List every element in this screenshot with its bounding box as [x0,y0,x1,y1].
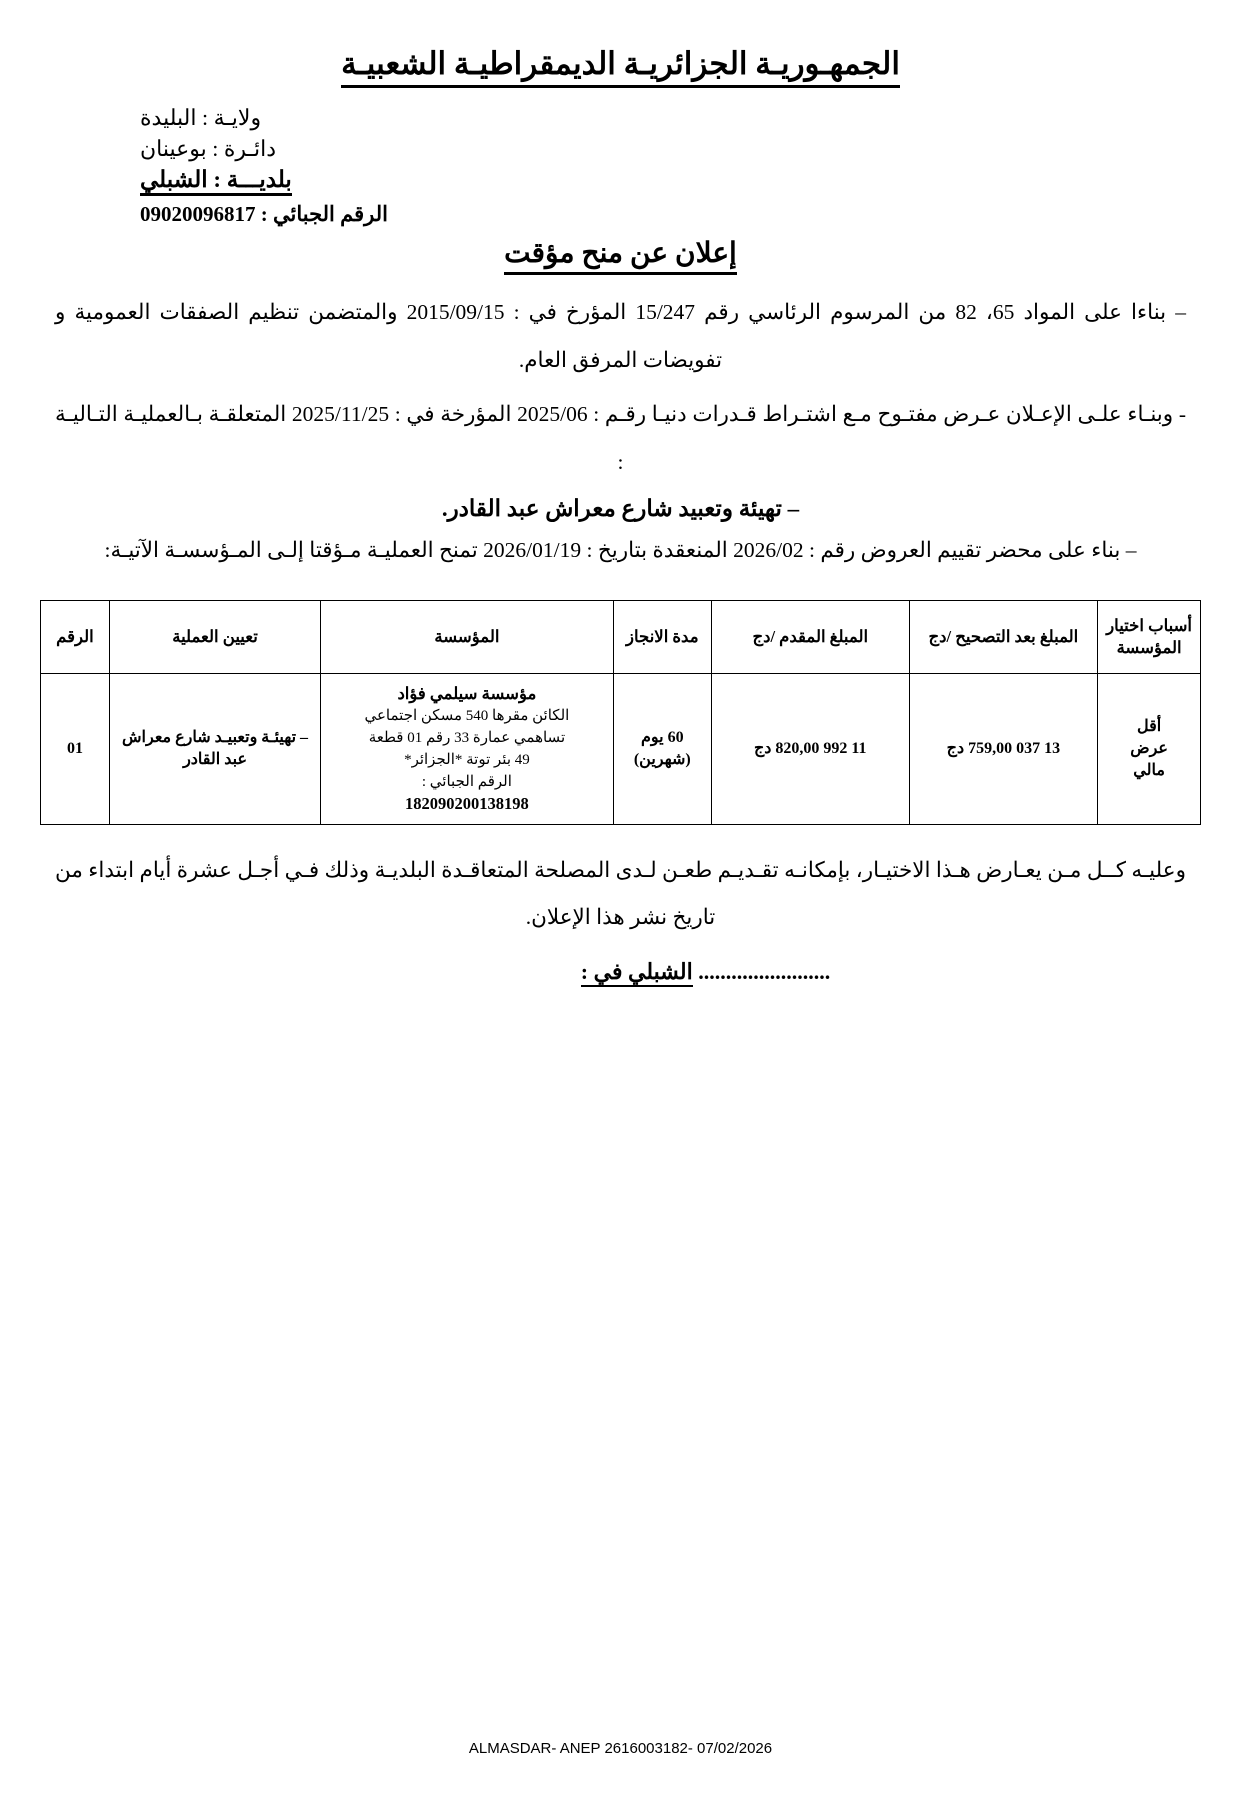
header-corrected-amount: المبلغ بعد التصحيح /دج [909,601,1098,674]
wilaya-line: ولايـة : البليدة [140,105,262,130]
baladia-text: بلديـــة : الشبلي [140,167,292,196]
header-advance-amount: المبلغ المقدم /دج [711,601,909,674]
fiscal-number-line: الرقم الجبائي : 09020096817 [140,202,388,226]
header-selection-reason: أسباب اختيار المؤسسة [1098,601,1201,674]
document-page [0,46,1241,1801]
body-content [55,288,1186,574]
appeal-paragraph: وعليـه كــل مـن يعـارض هـذا الاختيـار، بإمكانـه تقـديـم طعـن لـدى المصلحة المتعاقـدة البلديـة وذلك فـي أجـل عشرة أيام ابتداء من تاريخ نشر هذا الإعلان. [55,858,1186,929]
signature-line [55,959,1186,985]
project-title-line: – تهيئة وتعبيد شارع معراش عبد القادر. [441,496,800,521]
cell-operation: – تهيئـة وتعبيـد شارع معراش عبد القادر [109,674,320,825]
duration-line-2: (شهرين) [633,751,691,768]
firm-fiscal-number: 182090200138198 [405,794,529,813]
administrative-header [0,102,1241,230]
footer-reference: ALMASDAR- ANEP 2616003182- 07/02/2026 [468,1740,773,1757]
header-operation: تعيين العملية [109,601,320,674]
republic-title [0,46,1241,82]
header-duration: مدة الانجاز [613,601,711,674]
reason-line-1: أقل [1137,718,1162,735]
reason-line-3: مالي [1133,762,1165,779]
cell-selection-reason [1098,674,1201,825]
closing-content [55,847,1186,985]
cell-duration [613,674,711,825]
signature-label: الشبلي في : [581,959,693,987]
evaluation-report-paragraph: – بناء على محضر تقييم العروض رقم : 2026/02 المنعقدة بتاريخ : 2026/01/19 تمنح العمليـة مـؤقتا إلـى المـؤسسـة الآتيـة: [104,538,1137,562]
signature-dots: ........................ [698,959,831,984]
award-table-container [40,600,1201,825]
cell-firm [321,674,614,825]
announcement-title-text: إعلان عن منح مؤقت [504,238,737,275]
announcement-title [0,236,1241,270]
firm-fiscal-label: الرقم الجبائي : [421,774,512,790]
firm-address-line-3: 49 بئر توتة *الجزائر* [404,752,530,768]
firm-name: مؤسسة سيلمي فؤاد [397,684,537,703]
table-row [41,674,1201,825]
award-table [40,600,1201,825]
table-header-row [41,601,1201,674]
daira-line: دائـرة : بوعينان [140,136,277,161]
cell-corrected-amount: 13 037 759,00 دج [909,674,1098,825]
header-firm: المؤسسة [321,601,614,674]
cell-advance-amount: 11 992 820,00 دج [711,674,909,825]
header-number: الرقم [41,601,110,674]
legal-basis-paragraph: – بناءا على المواد 65، 82 من المرسوم الرئاسي رقم 15/247 المؤرخ في : 2015/09/15 والمتضمن تنظيم الصفقات العمومية و تفويضات المرفق العام. [55,300,1186,372]
firm-address-line-1: الكائن مقرها 540 مسكن اجتماعي [364,708,570,724]
firm-address-line-2: تساهمي عمارة 33 رقم 01 قطعة [368,730,566,746]
cell-number: 01 [41,674,110,825]
duration-line-1: 60 يوم [640,729,684,746]
tender-reference-paragraph: - وبنـاء علـى الإعـلان عـرض مفتـوح مـع اشتـراط قـدرات دنيـا رقـم : 2025/06 المؤرخة في : 2025/11/25 المتعلقـة بـالعمليـة التـاليـة : [55,402,1186,474]
baladia-line [140,164,1241,195]
republic-title-text: الجمهـوريـة الجزائريـة الديمقراطيـة الشعبيـة [341,46,900,88]
reason-line-2: عرض [1130,740,1168,757]
